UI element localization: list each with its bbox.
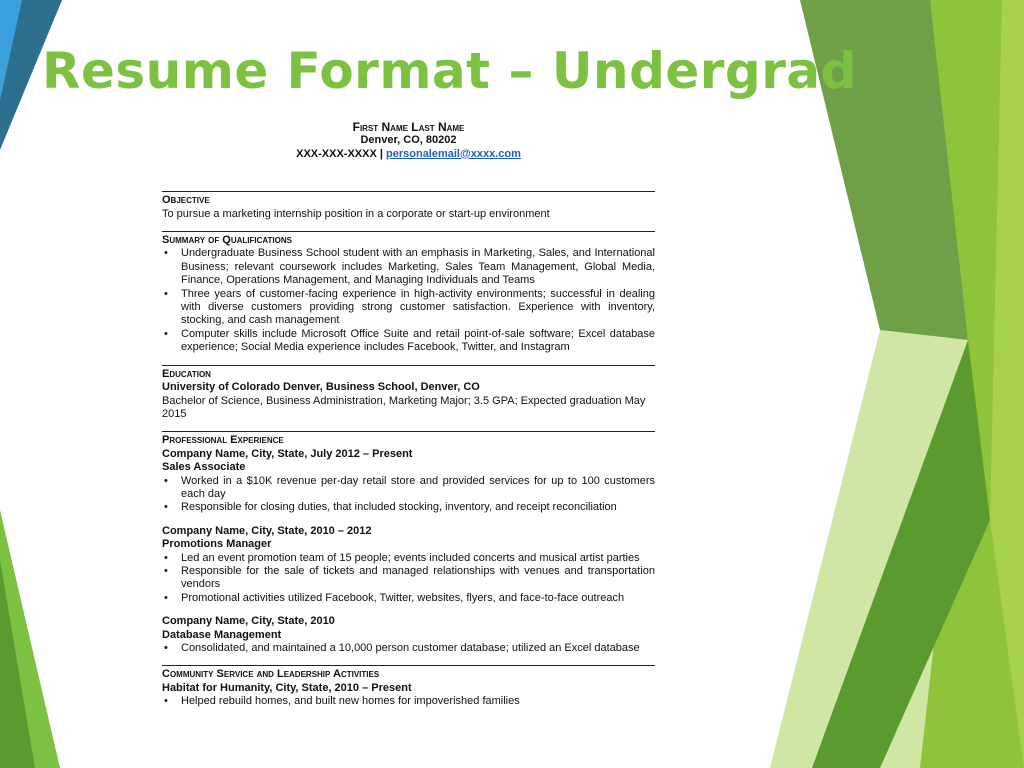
job-title: Promotions Manager — [162, 538, 272, 551]
resume-document — [162, 121, 655, 719]
list-item: • Helped rebuild homes, and built new homes for impoverished families — [162, 695, 655, 708]
qualifications-list — [162, 247, 655, 354]
education-heading: Education — [162, 367, 211, 380]
resume-header — [162, 121, 655, 161]
experience-section — [162, 431, 655, 655]
qualifications-heading: Summary of Qualifications — [162, 234, 292, 247]
community-list — [162, 695, 655, 708]
resume-name: First Name Last Name — [352, 120, 465, 134]
list-item: • Consolidated, and maintained a 10,000 person customer database; utilized an Excel database — [162, 642, 655, 655]
objective-text: To pursue a marketing internship position in a corporate or start-up environment — [162, 207, 550, 220]
education-section — [162, 365, 655, 422]
community-heading: Community Service and Leadership Activities — [162, 668, 380, 681]
job-company: Company Name, City, State, July 2012 – Present — [162, 447, 413, 460]
list-item: • Promotional activities utilized Facebook, Twitter, websites, flyers, and face-to-face outreach — [162, 592, 655, 605]
contact-separator: | — [379, 147, 383, 160]
email-link[interactable]: personalemail@xxxx.com — [386, 147, 521, 160]
education-school: University of Colorado Denver, Business School, Denver, CO — [162, 381, 480, 394]
objective-heading: Objective — [162, 194, 210, 207]
education-degree: Bachelor of Science, Business Administration, Marketing Major; 3.5 GPA; Expected graduation May 2015 — [162, 394, 646, 420]
list-item: • Responsible for closing duties, that included stocking, inventory, and receipt reconciliation — [162, 501, 655, 514]
resume-contact-line — [162, 148, 655, 161]
job-duties-list — [162, 642, 655, 655]
list-item: • Computer skills include Microsoft Office Suite and retail point-of-sale software; Excel database experience; Social Media experience includes Facebook, Twitter, and Instagram — [162, 328, 655, 355]
community-org: Habitat for Humanity, City, State, 2010 – Present — [162, 681, 412, 694]
list-item: • Responsible for the sale of tickets and managed relationships with venues and transportation vendors — [162, 565, 655, 592]
list-item: • Three years of customer-facing experience in high-activity environments; successful in dealing with diverse customers providing strong customer satisfaction. Experience with inventory, stocking, and cash management — [162, 288, 655, 328]
qualifications-section — [162, 231, 655, 355]
resume-location: Denver, CO, 80202 — [360, 134, 457, 147]
list-item: • Undergraduate Business School student with an emphasis in Marketing, Sales, and International Business; relevant coursework includes Marketing, Sales Team Management, Global Media, Finance, Operations Management, and Managing Individuals and Teams — [162, 247, 655, 287]
list-item: • Worked in a $10K revenue per-day retail store and provided services for up to 100 customers each day — [162, 475, 655, 502]
experience-heading: Professional Experience — [162, 434, 284, 447]
objective-section — [162, 191, 655, 221]
job-company: Company Name, City, State, 2010 — [162, 615, 335, 628]
slide-title: Resume Format – Undergrad — [42, 42, 857, 100]
job-entry — [162, 615, 655, 655]
job-duties-list — [162, 552, 655, 606]
job-title: Sales Associate — [162, 461, 246, 474]
job-entry — [162, 448, 655, 515]
job-title: Database Management — [162, 628, 282, 641]
job-entry — [162, 525, 655, 605]
community-section — [162, 665, 655, 708]
resume-phone: XXX-XXX-XXXX — [296, 147, 377, 160]
list-item: • Led an event promotion team of 15 people; events included concerts and musical artist parties — [162, 552, 655, 565]
job-company: Company Name, City, State, 2010 – 2012 — [162, 524, 372, 537]
job-duties-list — [162, 475, 655, 515]
